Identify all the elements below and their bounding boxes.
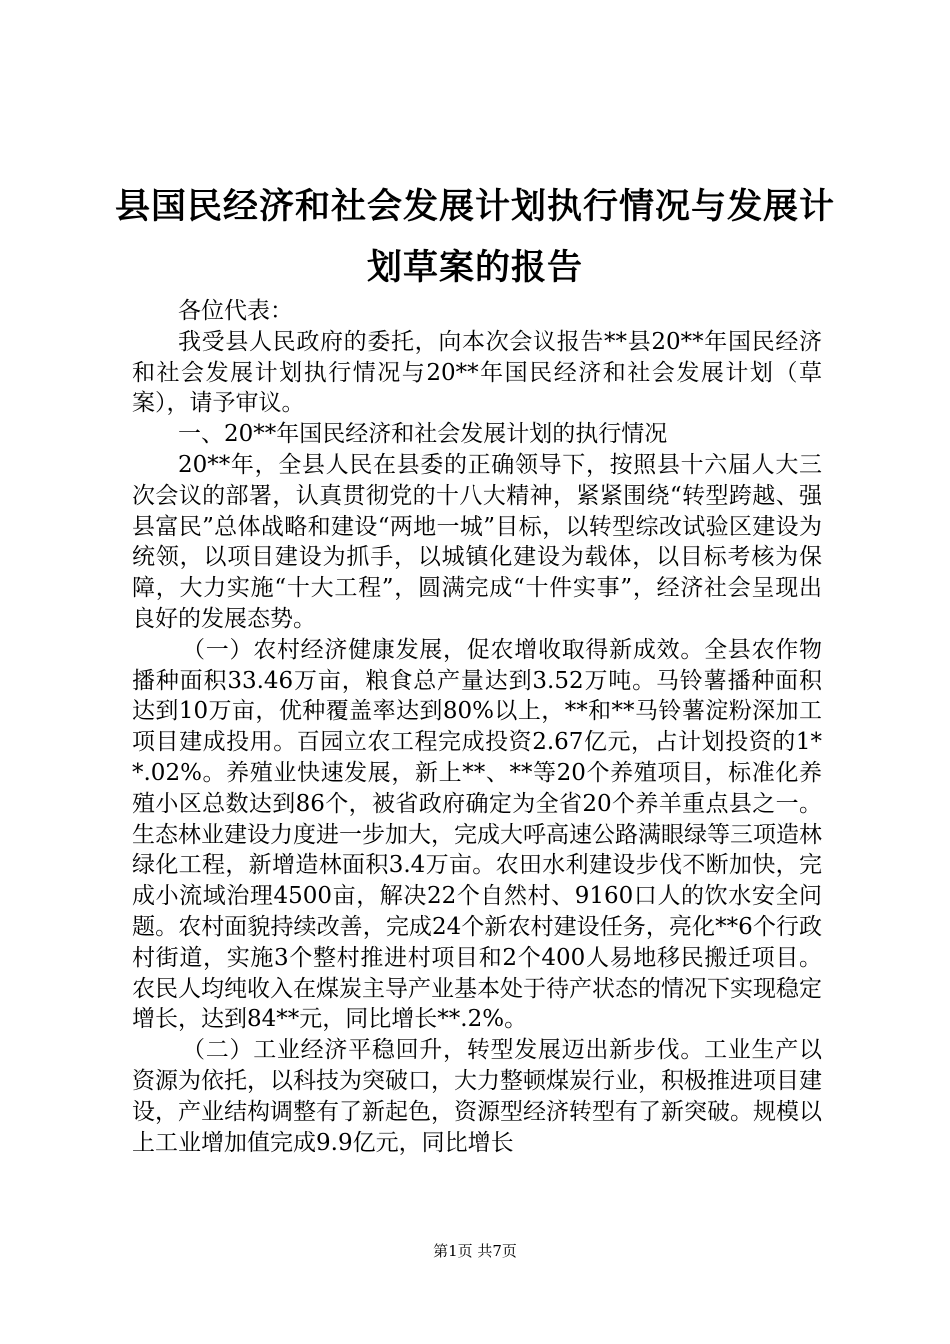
intro-paragraph: 我受县人民政府的委托，向本次会议报告**县20**年国民经济和社会发展计划执行情况与20**年国民经济和社会发展计划（草案），请予审议。 (132, 328, 822, 417)
industrial-economy-paragraph: （二）工业经济平稳回升，转型发展迈出新步伐。工业生产以资源为依托，以科技为突破口，大力整顿煤炭行业，积极推进项目建设，产业结构调整有了新起色，资源型经济转型有了新突破。规模以上工业增加值完成9.9亿元，同比增长 (132, 1037, 822, 1156)
section-heading: 一、20**年国民经济和社会发展计划的执行情况 (178, 421, 668, 448)
document-title-line-2: 划草案的报告 (366, 248, 583, 288)
overview-paragraph: 20**年，全县人民在县委的正确领导下，按照县十六届人大三次会议的部署，认真贯彻党的十八大精神，紧紧围绕“转型跨越、强县富民”总体战略和建设“两地一城”目标，以转型综改试验区建设为统领，以项目建设为抓手，以城镇化建设为载体，以目标考核为保障，大力实施“十大工程”，圆满完成“十件实事”，经济社会呈现出良好的发展态势。 (132, 451, 822, 632)
document-body (132, 296, 822, 1158)
rural-economy-paragraph: （一）农村经济健康发展，促农增收取得新成效。全县农作物播种面积33.46万亩，粮食总产量达到3.52万吨。马铃薯播种面积达到10万亩，优种覆盖率达到80%以上，**和**马铃薯淀粉深加工项目建成投用。百园立农工程完成投资2.67亿元，占计划投资的1**.02%。养殖业快速发展，新上**、**等20个养殖项目，标准化养殖小区总数达到86个，被省政府确定为全省20个养羊重点县之一。生态林业建设力度进一步加大，完成大呼高速公路满眼绿等三项造林绿化工程，新增造林面积3.4万亩。农田水利建设步伐不断加快，完成小流域治理4500亩，解决22个自然村、9160口人的饮水安全问题。农村面貌持续改善，完成24个新农村建设任务，亮化**6个行政村街道，实施3个整村推进村项目和2个400人易地移民搬迁项目。农民人均纯收入在煤炭主导产业基本处于待产状态的情况下实现稳定增长，达到84**元，同比增长**.2%。 (132, 636, 822, 1033)
document-title-line-1: 县国民经济和社会发展计划执行情况与发展计 (114, 187, 835, 227)
page-footer: 第1页 共7页 (433, 1242, 517, 1260)
salutation: 各位代表： (178, 298, 293, 324)
